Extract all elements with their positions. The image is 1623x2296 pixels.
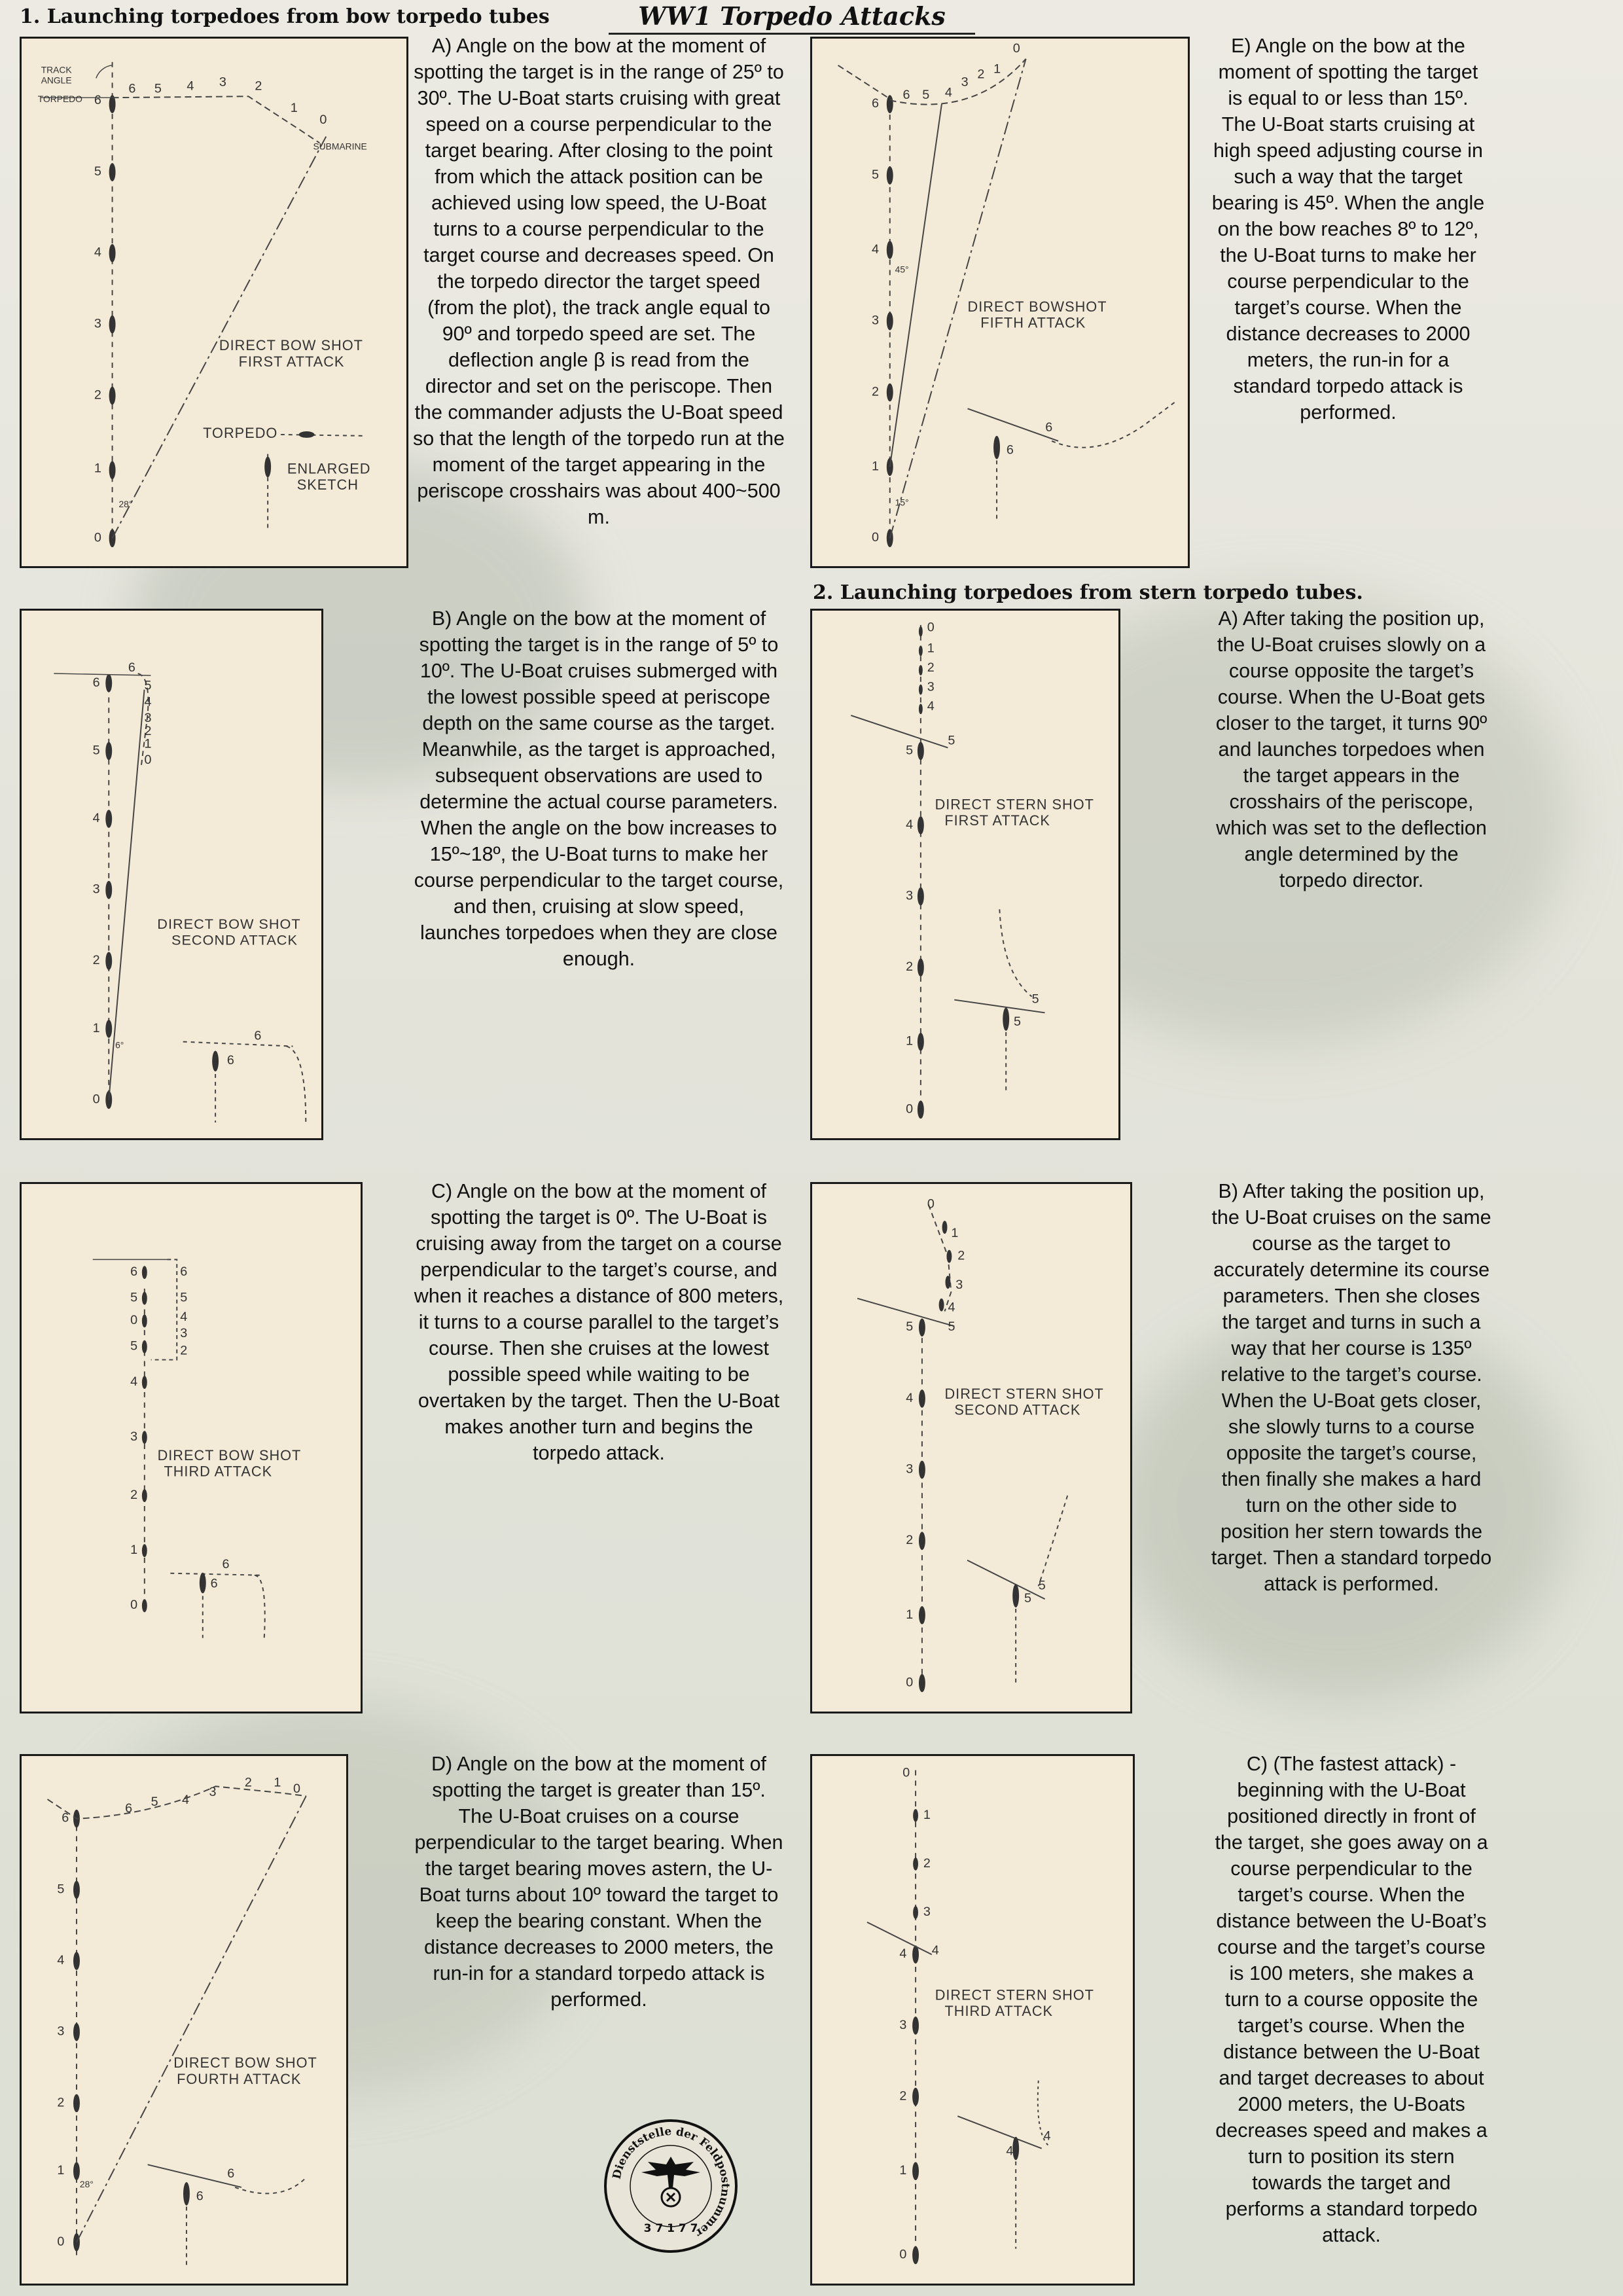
svg-text:3: 3 — [219, 75, 226, 90]
diagram-caption-2: FOURTH ATTACK — [177, 2070, 302, 2087]
svg-text:0: 0 — [927, 620, 935, 635]
svg-text:3: 3 — [961, 75, 969, 90]
diagram-caption-1: DIRECT STERN SHOT — [935, 796, 1094, 813]
svg-text:4: 4 — [57, 1953, 65, 1968]
diagram-caption-1: DIRECT BOW SHOT — [173, 2054, 317, 2072]
svg-text:3: 3 — [130, 1429, 138, 1444]
svg-text:4: 4 — [180, 1310, 188, 1325]
svg-text:5: 5 — [92, 743, 100, 758]
description-stern-a: A) After taking the position up, the U-Boat cruises slowly on a course opposite the target’s course. When the U-Boat gets closer to the target, it turns 90º and launches torpedoes when the target appears in the crosshairs of the periscope, which was set to the deflection angle determined by the torpedo director. — [1215, 607, 1488, 891]
diagram-caption-2: THIRD ATTACK — [164, 1463, 273, 1480]
svg-text:1: 1 — [94, 461, 101, 476]
diagram-caption-2: FIFTH ATTACK — [980, 314, 1086, 331]
svg-text:5: 5 — [1031, 992, 1039, 1007]
svg-text:4: 4 — [944, 85, 952, 100]
svg-text:1: 1 — [906, 1033, 914, 1049]
label-torpedo: TORPEDO — [37, 94, 82, 105]
svg-text:1: 1 — [57, 2163, 65, 2178]
svg-text:2: 2 — [872, 384, 880, 399]
svg-text:0: 0 — [92, 1092, 100, 1107]
svg-text:5: 5 — [154, 81, 162, 96]
svg-text:4: 4 — [927, 699, 935, 714]
svg-text:2: 2 — [255, 79, 262, 94]
svg-text:4: 4 — [872, 242, 880, 257]
svg-text:5: 5 — [94, 164, 101, 179]
svg-text:4: 4 — [182, 1792, 190, 1807]
svg-text:5: 5 — [1038, 1578, 1046, 1593]
label-submarine: SUBMARINE — [313, 141, 367, 152]
svg-text:6: 6 — [62, 1810, 69, 1825]
svg-text:1: 1 — [274, 1775, 281, 1790]
svg-text:6: 6 — [210, 1576, 218, 1591]
diagram-caption-2: FIRST ATTACK — [238, 353, 345, 370]
svg-text:3: 3 — [180, 1325, 188, 1340]
svg-text:6: 6 — [872, 96, 880, 111]
svg-text:3: 3 — [94, 316, 101, 331]
label-torpedo-enlarged: TORPEDO — [203, 424, 278, 441]
svg-text:5: 5 — [1014, 1014, 1022, 1030]
svg-text:6: 6 — [128, 660, 135, 675]
svg-text:5: 5 — [144, 678, 152, 693]
svg-text:2: 2 — [923, 1856, 931, 1871]
svg-text:3: 3 — [92, 882, 100, 897]
svg-text:5: 5 — [906, 1319, 914, 1335]
svg-text:3: 3 — [906, 1462, 914, 1477]
svg-text:3: 3 — [144, 711, 152, 726]
diagram-bow-third-attack — [20, 1182, 363, 1713]
feldpost-stamp — [602, 2117, 740, 2255]
diagram-bow-first-attack — [20, 37, 408, 568]
svg-text:3: 3 — [872, 313, 880, 328]
svg-text:4: 4 — [948, 1300, 955, 1315]
svg-text:4: 4 — [1006, 2144, 1014, 2159]
svg-text:5: 5 — [948, 733, 955, 748]
svg-text:6: 6 — [125, 1801, 133, 1816]
svg-text:4: 4 — [92, 811, 100, 826]
label-angle-6: 6° — [115, 1039, 124, 1050]
description-bow-b: B) Angle on the bow at the moment of spotting the target is in the range of 5º to 10º. The U-Boat cruises submerged with the lowest possible speed at periscope depth on the same course as the target. Meanwhile, as the target is approached, subsequent observations are used to determine the actual course parameters. When the angle on the bow increases to 15º~18º, the U-Boat turns to make her course perpendicular to the target course, and then, cruising at slow speed, launches torpedoes when they are close enough. — [414, 607, 784, 970]
svg-text:0: 0 — [906, 1675, 914, 1690]
label-angle: ANGLE — [41, 75, 72, 86]
svg-text:4: 4 — [144, 694, 152, 709]
diagram-bow-fourth-attack — [20, 1754, 348, 2286]
svg-text:3: 3 — [209, 1785, 217, 1800]
svg-text:6: 6 — [254, 1028, 262, 1043]
svg-text:4: 4 — [899, 1946, 907, 1962]
svg-text:5: 5 — [57, 1882, 65, 1897]
stamp-text: Dienststelle der Feldpostnummer — [610, 2125, 732, 2240]
diagram-caption-1: DIRECT STERN SHOT — [935, 1986, 1094, 2003]
diagram-caption-1: DIRECT BOW SHOT — [157, 915, 301, 932]
svg-text:5: 5 — [948, 1319, 955, 1335]
svg-text:5: 5 — [180, 1290, 188, 1305]
svg-text:1: 1 — [872, 459, 880, 474]
stamp-number: 3 7 1 7 7 — [643, 2222, 698, 2235]
svg-text:2: 2 — [906, 960, 914, 975]
svg-text:6: 6 — [92, 675, 100, 690]
diagram-caption-1: DIRECT STERN SHOT — [944, 1385, 1104, 1402]
section-heading-bow: 1. Launching torpedoes from bow torpedo tubes — [20, 5, 550, 28]
svg-text:2: 2 — [57, 2095, 65, 2110]
diagram-caption-2: THIRD ATTACK — [944, 2003, 1054, 2020]
diagram-stern-second-attack — [810, 1182, 1132, 1713]
svg-text:5: 5 — [130, 1338, 138, 1354]
svg-text:0: 0 — [902, 1765, 910, 1780]
svg-text:6: 6 — [1045, 420, 1053, 435]
svg-text:4: 4 — [1043, 2128, 1051, 2144]
svg-text:1: 1 — [906, 1607, 914, 1622]
description-stern-c: C) (The fastest attack) - beginning with the U-Boat positioned directly in front of the target, she goes away on a course perpendicular to the target’s course. When the distance between the U-Boat’s course and the target’s course is 100 meters, she makes a turn to a course opposite the target’s course. When the distance between the U-Boat and target decreases to about 2000 meters, the U-Boats decreases speed and makes a turn to position its stern towards the target and performs a standard torpedo attack. — [1215, 1753, 1488, 2246]
section-heading-stern: 2. Launching torpedoes from stern torpedo tubes. — [813, 581, 1363, 604]
description-bow-c: C) Angle on the bow at the moment of spotting the target is 0º. The U-Boat is cruising away from the target on a course perpendicular to the target’s course, and when it reaches a distance of 800 meters, it turns to a course parallel to the target’s course. Then she cruises at the lowest possible speed while waiting to be overtaken by the target. Then the U-Boat makes another turn and begins the torpedo attack. — [414, 1180, 784, 1464]
svg-text:2: 2 — [244, 1775, 252, 1790]
svg-text:0: 0 — [899, 2247, 907, 2262]
svg-text:0: 0 — [319, 112, 327, 127]
svg-text:0: 0 — [130, 1598, 138, 1613]
svg-text:5: 5 — [1024, 1591, 1031, 1606]
diagram-bow-fifth-attack — [810, 37, 1190, 568]
diagram-caption-1: DIRECT BOW SHOT — [219, 337, 363, 354]
svg-text:6: 6 — [222, 1556, 230, 1571]
svg-text:1: 1 — [927, 641, 935, 656]
page-title: WW1 Torpedo Attacks — [609, 0, 975, 35]
svg-text:6: 6 — [180, 1265, 188, 1280]
label-angle-15: 15° — [895, 497, 909, 508]
svg-text:6: 6 — [130, 1265, 138, 1280]
svg-text:1: 1 — [951, 1225, 959, 1240]
svg-text:4: 4 — [187, 79, 194, 94]
svg-text:0: 0 — [293, 1782, 300, 1797]
description-bow-e: E) Angle on the bow at the moment of spotting the target is equal to or less than 15º. The U-Boat starts cruising at high speed adjusting course in such a way that the target bearing is 45º. When the angle on the bow reaches 8º to 12º, the U-Boat turns to make her course perpendicular to the target’s course. When the distance decreases to 2000 meters, the run-in for a standard torpedo attack is performed. — [1211, 35, 1485, 423]
diagram-caption-1: DIRECT BOWSHOT — [967, 298, 1107, 315]
svg-text:2: 2 — [92, 953, 100, 968]
diagram-caption-1: DIRECT BOW SHOT — [157, 1446, 302, 1463]
description-bow-a: A) Angle on the bow at the moment of spotting the target is in the range of 25º to 30º. The U-Boat starts cruising with great speed on a course perpendicular to the target bearing. After closing to the point from which the attack position can be achieved using low speed, the U-Boat turns to a course perpendicular to the target course and decreases speed. On the torpedo director the target speed (from the plot), the track angle equal to 90º and torpedo speed are set. The deflection angle β is read from the director and set on the periscope. Then the commander adjusts the U-Boat speed so that the length of the torpedo run at the moment of the target appearing in the periscope crosshairs was about 400~500 m. — [412, 35, 785, 528]
svg-text:2: 2 — [180, 1343, 188, 1358]
label-enlarged: ENLARGED — [287, 460, 371, 477]
svg-text:6: 6 — [902, 88, 910, 103]
svg-text:3: 3 — [899, 2017, 907, 2032]
svg-text:4: 4 — [130, 1374, 138, 1390]
svg-text:0: 0 — [906, 1102, 914, 1117]
svg-text:5: 5 — [130, 1290, 138, 1305]
diagram-caption-2: FIRST ATTACK — [944, 812, 1050, 829]
svg-text:2: 2 — [906, 1533, 914, 1548]
svg-text:1: 1 — [92, 1020, 100, 1035]
svg-text:3: 3 — [906, 888, 914, 903]
diagram-caption-2: SECOND ATTACK — [171, 931, 298, 948]
svg-text:2: 2 — [957, 1248, 965, 1263]
label-angle-28: 28° — [79, 2178, 94, 2189]
svg-text:0: 0 — [927, 1196, 935, 1211]
svg-text:6: 6 — [196, 2189, 204, 2204]
svg-text:3: 3 — [923, 1904, 931, 1919]
svg-text:6: 6 — [227, 2166, 235, 2181]
svg-text:6: 6 — [226, 1053, 234, 1068]
svg-text:1: 1 — [899, 2163, 907, 2178]
svg-text:1: 1 — [144, 736, 152, 751]
svg-text:0: 0 — [144, 753, 152, 768]
diagram-stern-third-attack — [810, 1754, 1135, 2286]
svg-text:5: 5 — [872, 167, 880, 182]
svg-text:4: 4 — [906, 817, 914, 832]
svg-text:1: 1 — [923, 1807, 931, 1822]
svg-text:4: 4 — [94, 245, 101, 260]
label-angle-45: 45° — [895, 264, 909, 275]
svg-text:2: 2 — [927, 660, 935, 675]
svg-text:5: 5 — [922, 88, 930, 103]
diagram-caption-2: SECOND ATTACK — [954, 1401, 1081, 1418]
svg-text:5: 5 — [906, 743, 914, 758]
description-stern-b: B) After taking the position up, the U-Boat cruises on the same course as the target to accurately determine its course parameters. Then she closes the target and turns in such a way that her course is 135º relative to the target’s course. When the U-Boat gets closer, she slowly turns to a course opposite the target’s course, then finally she makes a hard turn on the other side to position her stern towards the target. Then a standard torpedo attack is performed. — [1211, 1180, 1492, 1595]
svg-text:2: 2 — [130, 1488, 138, 1503]
svg-text:2: 2 — [977, 67, 985, 82]
svg-text:6: 6 — [128, 81, 136, 96]
label-sketch: SKETCH — [296, 476, 359, 493]
svg-text:4: 4 — [906, 1390, 914, 1405]
svg-text:3: 3 — [57, 2024, 65, 2039]
svg-text:1: 1 — [290, 100, 298, 115]
svg-text:1: 1 — [993, 62, 1001, 77]
description-bow-d: D) Angle on the bow at the moment of spotting the target is greater than 15º. The U-Boat cruises on a course perpendicular to the target bearing. When the target bearing moves astern, the U-Boat turns about 10º toward the target to keep the bearing constant. When the distance decreases to 2000 meters, the run-in for a standard torpedo attack is performed. — [414, 1753, 783, 2011]
diagram-bow-second-attack — [20, 609, 323, 1140]
svg-text:3: 3 — [927, 679, 935, 694]
svg-text:0: 0 — [130, 1313, 138, 1328]
svg-text:3: 3 — [955, 1278, 963, 1292]
svg-text:6: 6 — [1006, 442, 1014, 457]
svg-text:1: 1 — [130, 1543, 138, 1558]
label-angle-28: 28° — [118, 498, 133, 509]
svg-text:6: 6 — [94, 93, 101, 108]
svg-text:2: 2 — [94, 387, 101, 403]
diagram-stern-first-attack — [810, 609, 1120, 1140]
label-track: TRACK — [41, 64, 72, 75]
svg-text:2: 2 — [144, 723, 152, 738]
svg-text:4: 4 — [931, 1943, 939, 1958]
svg-text:5: 5 — [151, 1794, 158, 1809]
svg-text:0: 0 — [1012, 41, 1020, 56]
svg-text:0: 0 — [57, 2234, 65, 2249]
svg-text:0: 0 — [872, 530, 880, 545]
svg-text:0: 0 — [94, 530, 101, 545]
svg-text:2: 2 — [899, 2089, 907, 2104]
